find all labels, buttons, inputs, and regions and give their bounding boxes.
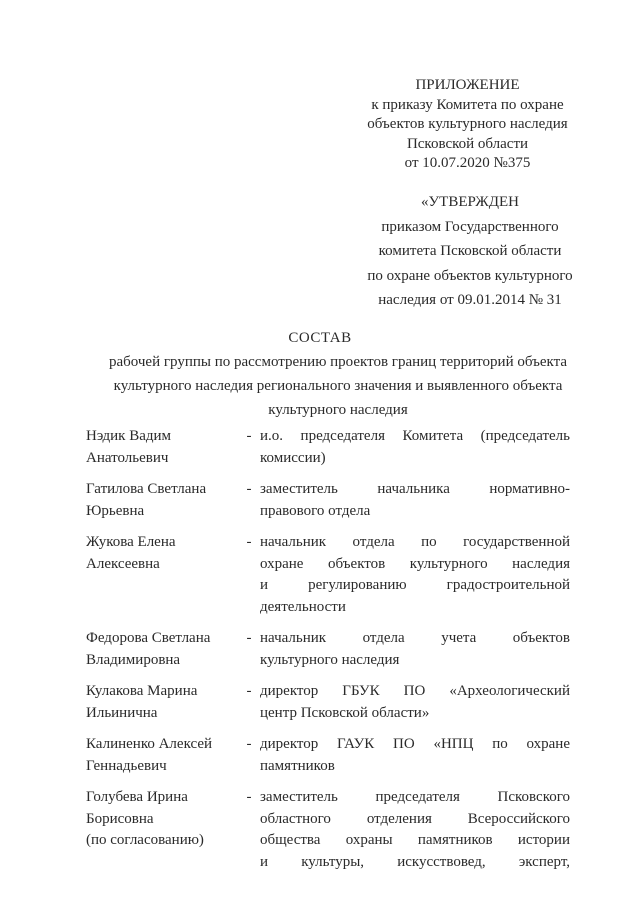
member-role: [260, 681, 570, 724]
approval-line: приказом Государственного: [381, 218, 559, 235]
member-role: [260, 479, 570, 522]
subtitle-line: рабочей группы по рассмотрению проектов границ территорий объекта: [108, 354, 568, 370]
member-role-line: областного отделения Всероссийского: [260, 810, 570, 827]
member-role-line: деятельности: [260, 598, 346, 615]
member-name-line: Анатольевич: [86, 449, 169, 466]
appendix-line: объектов культурного наследия: [367, 116, 568, 132]
member-name-line: Голубева Ирина: [86, 789, 188, 805]
subtitle-line: культурного наследия: [268, 402, 408, 418]
member-dash: -: [246, 789, 252, 805]
member-role-line: культурного наследия: [260, 651, 400, 668]
member-name: [86, 628, 238, 671]
member-row: [86, 787, 570, 873]
approval-line: «УТВЕРЖДЕН: [421, 194, 519, 210]
member-dash: -: [246, 481, 252, 497]
member-role-line: заместитель председателя Псковского: [260, 789, 570, 805]
member-role: [260, 734, 570, 777]
member-dash: -: [246, 428, 252, 444]
composition-subtitle: [88, 350, 588, 422]
member-role-line: начальник отдела по государственной: [260, 534, 570, 550]
appendix-header: [345, 76, 590, 174]
member-name: [86, 681, 238, 724]
member-name-line: Владимировна: [86, 651, 181, 668]
member-role-line: охране объектов культурного наследия: [260, 555, 570, 572]
appendix-line: к приказу Комитета по охране: [371, 96, 564, 113]
member-role-line: и регулированию градостроительной: [260, 577, 570, 593]
appendix-line: ПРИЛОЖЕНИЕ: [415, 77, 520, 93]
member-name: [86, 479, 238, 522]
approval-line: наследия от 09.01.2014 № 31: [378, 292, 562, 308]
member-role-line: и.о. председателя Комитета (председатель: [260, 428, 570, 444]
member-name-line: Алексеевна: [86, 555, 160, 572]
member-role-line: начальник отдела учета объектов: [260, 630, 570, 646]
member-dash: -: [246, 630, 252, 646]
member-name-line: Борисовна: [86, 810, 154, 827]
member-dash: -: [246, 683, 252, 699]
member-role: [260, 787, 570, 873]
member-role-line: общества охраны памятников истории: [260, 832, 570, 848]
member-role: [260, 426, 570, 469]
member-name-line: Нэдик Вадим: [86, 428, 172, 444]
appendix-line: от 10.07.2020 №375: [404, 155, 531, 171]
member-row: [86, 532, 570, 618]
member-dash: -: [246, 534, 252, 550]
member-name-line: Юрьевна: [86, 502, 145, 519]
composition-title: СОСТАВ: [288, 330, 352, 346]
member-name: [86, 787, 238, 873]
member-row: [86, 426, 570, 469]
member-row: [86, 628, 570, 671]
member-role-line: памятников: [260, 757, 335, 774]
member-name-line: Геннадьевич: [86, 757, 167, 774]
approval-line: по охране объектов культурного: [367, 267, 573, 284]
member-role: [260, 628, 570, 671]
member-name-line: Федорова Светлана: [86, 630, 211, 646]
member-row: [86, 734, 570, 777]
member-name-line: Калиненко Алексей: [86, 736, 213, 752]
member-row: [86, 479, 570, 522]
member-role-line: и культуры, искусствовед, эксперт,: [260, 853, 570, 870]
member-role-line: комиссии): [260, 449, 326, 466]
appendix-line: Псковской области: [406, 135, 529, 152]
subtitle-line: культурного наследия регионального значения и выявленного объекта: [113, 378, 563, 394]
member-role-line: правового отдела: [260, 502, 371, 519]
member-name: [86, 426, 238, 469]
member-role-line: центр Псковской области»: [260, 704, 430, 721]
member-name-line: Кулакова Марина: [86, 683, 198, 699]
member-dash: -: [246, 736, 252, 752]
member-name: [86, 532, 238, 618]
approval-block: [345, 190, 595, 313]
member-role-line: директор ГБУК ПО «Археологический: [260, 683, 570, 699]
member-name-line: Ильинична: [86, 704, 158, 721]
member-name-line: Жукова Елена: [86, 534, 176, 550]
member-name-line: (по согласованию): [86, 832, 204, 848]
approval-line: комитета Псковской области: [378, 243, 562, 259]
member-name: [86, 734, 238, 777]
member-row: [86, 681, 570, 724]
member-role-line: директор ГАУК ПО «НПЦ по охране: [260, 736, 570, 752]
members-list: [86, 426, 570, 883]
member-role-line: заместитель начальника нормативно-: [260, 481, 570, 497]
member-role: [260, 532, 570, 618]
member-name-line: Гатилова Светлана: [86, 481, 207, 497]
